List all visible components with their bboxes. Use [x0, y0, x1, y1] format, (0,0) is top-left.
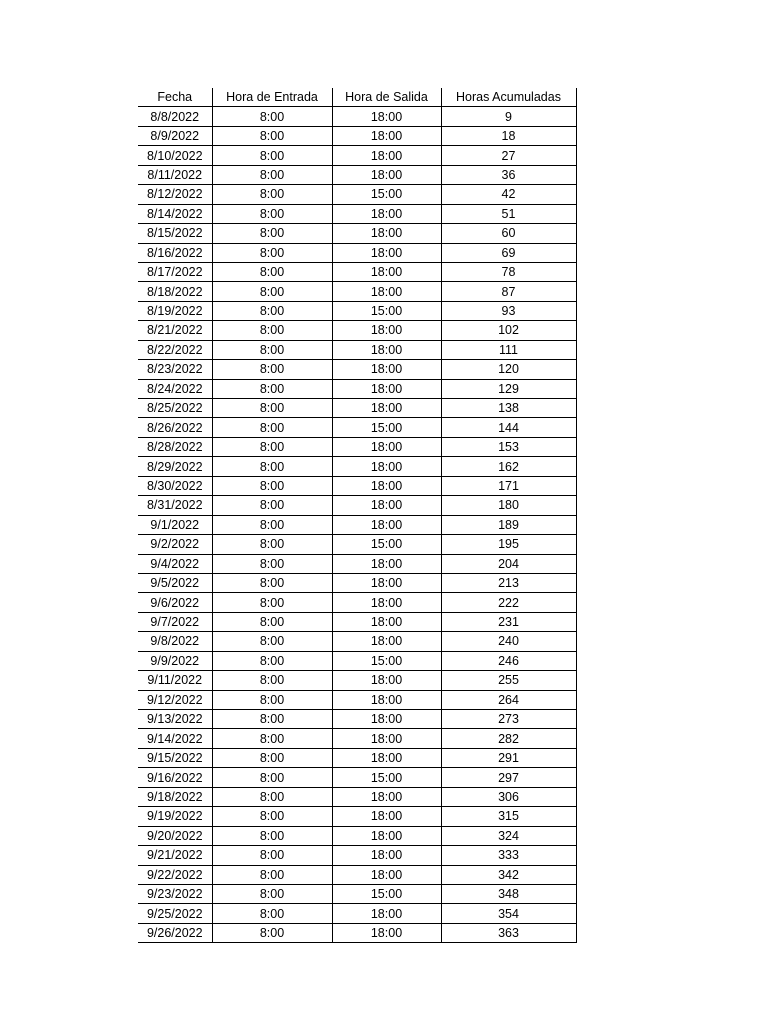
cell-hora-de-entrada: 8:00	[212, 787, 332, 806]
table-row	[138, 710, 576, 729]
cell-hora-de-salida: 18:00	[332, 612, 441, 631]
table-row	[138, 107, 576, 126]
cell-hora-de-entrada: 8:00	[212, 535, 332, 554]
cell-fecha: 9/26/2022	[138, 923, 212, 942]
cell-fecha: 9/12/2022	[138, 690, 212, 709]
cell-horas-acumuladas: 189	[441, 515, 576, 534]
cell-hora-de-entrada: 8:00	[212, 884, 332, 903]
cell-hora-de-entrada: 8:00	[212, 710, 332, 729]
table-row	[138, 923, 576, 942]
cell-horas-acumuladas: 102	[441, 321, 576, 340]
table-row	[138, 399, 576, 418]
cell-hora-de-entrada: 8:00	[212, 360, 332, 379]
cell-fecha: 8/8/2022	[138, 107, 212, 126]
cell-horas-acumuladas: 315	[441, 807, 576, 826]
table-row	[138, 768, 576, 787]
table-row	[138, 787, 576, 806]
cell-hora-de-salida: 18:00	[332, 437, 441, 456]
table-row	[138, 807, 576, 826]
table-row	[138, 204, 576, 223]
cell-fecha: 9/2/2022	[138, 535, 212, 554]
cell-hora-de-entrada: 8:00	[212, 126, 332, 145]
cell-horas-acumuladas: 51	[441, 204, 576, 223]
cell-hora-de-salida: 18:00	[332, 282, 441, 301]
cell-hora-de-salida: 18:00	[332, 846, 441, 865]
cell-horas-acumuladas: 213	[441, 573, 576, 592]
cell-horas-acumuladas: 129	[441, 379, 576, 398]
table-row	[138, 671, 576, 690]
table-row	[138, 340, 576, 359]
cell-fecha: 9/22/2022	[138, 865, 212, 884]
table-row	[138, 379, 576, 398]
cell-hora-de-salida: 18:00	[332, 379, 441, 398]
cell-hora-de-entrada: 8:00	[212, 204, 332, 223]
table-row	[138, 282, 576, 301]
table-row	[138, 243, 576, 262]
table-row	[138, 224, 576, 243]
cell-hora-de-salida: 18:00	[332, 554, 441, 573]
cell-horas-acumuladas: 306	[441, 787, 576, 806]
cell-fecha: 8/9/2022	[138, 126, 212, 145]
cell-hora-de-salida: 18:00	[332, 904, 441, 923]
table-row	[138, 846, 576, 865]
table-row	[138, 321, 576, 340]
cell-fecha: 8/12/2022	[138, 185, 212, 204]
cell-horas-acumuladas: 264	[441, 690, 576, 709]
cell-hora-de-entrada: 8:00	[212, 418, 332, 437]
cell-fecha: 9/23/2022	[138, 884, 212, 903]
cell-fecha: 9/5/2022	[138, 573, 212, 592]
cell-horas-acumuladas: 78	[441, 262, 576, 281]
cell-hora-de-salida: 18:00	[332, 224, 441, 243]
cell-horas-acumuladas: 120	[441, 360, 576, 379]
cell-horas-acumuladas: 93	[441, 301, 576, 320]
cell-fecha: 9/9/2022	[138, 651, 212, 670]
cell-horas-acumuladas: 162	[441, 457, 576, 476]
table-row	[138, 146, 576, 165]
header-fecha: Fecha	[138, 88, 212, 107]
cell-hora-de-entrada: 8:00	[212, 904, 332, 923]
cell-hora-de-salida: 15:00	[332, 418, 441, 437]
cell-horas-acumuladas: 144	[441, 418, 576, 437]
cell-hora-de-entrada: 8:00	[212, 593, 332, 612]
cell-hora-de-salida: 18:00	[332, 340, 441, 359]
cell-hora-de-entrada: 8:00	[212, 437, 332, 456]
cell-horas-acumuladas: 222	[441, 593, 576, 612]
cell-hora-de-entrada: 8:00	[212, 573, 332, 592]
cell-horas-acumuladas: 27	[441, 146, 576, 165]
cell-hora-de-entrada: 8:00	[212, 826, 332, 845]
cell-hora-de-entrada: 8:00	[212, 476, 332, 495]
cell-fecha: 8/23/2022	[138, 360, 212, 379]
cell-hora-de-salida: 18:00	[332, 243, 441, 262]
cell-fecha: 9/15/2022	[138, 748, 212, 767]
cell-horas-acumuladas: 42	[441, 185, 576, 204]
cell-hora-de-salida: 18:00	[332, 787, 441, 806]
cell-hora-de-salida: 18:00	[332, 126, 441, 145]
cell-hora-de-entrada: 8:00	[212, 107, 332, 126]
cell-hora-de-salida: 18:00	[332, 748, 441, 767]
cell-hora-de-salida: 18:00	[332, 165, 441, 184]
cell-hora-de-entrada: 8:00	[212, 301, 332, 320]
cell-horas-acumuladas: 111	[441, 340, 576, 359]
cell-horas-acumuladas: 171	[441, 476, 576, 495]
table-row	[138, 476, 576, 495]
cell-hora-de-entrada: 8:00	[212, 146, 332, 165]
cell-fecha: 9/18/2022	[138, 787, 212, 806]
cell-fecha: 8/17/2022	[138, 262, 212, 281]
cell-hora-de-salida: 18:00	[332, 632, 441, 651]
cell-fecha: 8/28/2022	[138, 437, 212, 456]
cell-hora-de-salida: 18:00	[332, 710, 441, 729]
cell-hora-de-entrada: 8:00	[212, 846, 332, 865]
cell-fecha: 8/19/2022	[138, 301, 212, 320]
cell-horas-acumuladas: 348	[441, 884, 576, 903]
table-header	[138, 88, 576, 107]
cell-fecha: 9/6/2022	[138, 593, 212, 612]
cell-fecha: 9/13/2022	[138, 710, 212, 729]
cell-hora-de-salida: 18:00	[332, 826, 441, 845]
cell-hora-de-entrada: 8:00	[212, 612, 332, 631]
cell-fecha: 8/26/2022	[138, 418, 212, 437]
cell-hora-de-salida: 18:00	[332, 865, 441, 884]
cell-hora-de-entrada: 8:00	[212, 690, 332, 709]
cell-hora-de-entrada: 8:00	[212, 515, 332, 534]
cell-hora-de-entrada: 8:00	[212, 632, 332, 651]
cell-fecha: 8/16/2022	[138, 243, 212, 262]
cell-fecha: 9/25/2022	[138, 904, 212, 923]
cell-hora-de-salida: 18:00	[332, 593, 441, 612]
cell-hora-de-entrada: 8:00	[212, 554, 332, 573]
cell-horas-acumuladas: 60	[441, 224, 576, 243]
cell-hora-de-entrada: 8:00	[212, 923, 332, 942]
cell-hora-de-entrada: 8:00	[212, 865, 332, 884]
cell-hora-de-salida: 18:00	[332, 690, 441, 709]
cell-horas-acumuladas: 138	[441, 399, 576, 418]
cell-hora-de-entrada: 8:00	[212, 671, 332, 690]
cell-fecha: 8/11/2022	[138, 165, 212, 184]
cell-fecha: 9/8/2022	[138, 632, 212, 651]
cell-horas-acumuladas: 240	[441, 632, 576, 651]
cell-hora-de-salida: 18:00	[332, 671, 441, 690]
cell-horas-acumuladas: 246	[441, 651, 576, 670]
cell-fecha: 8/18/2022	[138, 282, 212, 301]
cell-horas-acumuladas: 195	[441, 535, 576, 554]
cell-fecha: 9/11/2022	[138, 671, 212, 690]
cell-hora-de-salida: 18:00	[332, 515, 441, 534]
cell-hora-de-entrada: 8:00	[212, 185, 332, 204]
cell-fecha: 8/31/2022	[138, 496, 212, 515]
cell-hora-de-salida: 15:00	[332, 768, 441, 787]
cell-hora-de-salida: 18:00	[332, 321, 441, 340]
cell-fecha: 9/20/2022	[138, 826, 212, 845]
cell-hora-de-entrada: 8:00	[212, 399, 332, 418]
table-row	[138, 535, 576, 554]
table-row	[138, 573, 576, 592]
cell-hora-de-entrada: 8:00	[212, 243, 332, 262]
cell-fecha: 9/21/2022	[138, 846, 212, 865]
cell-fecha: 9/1/2022	[138, 515, 212, 534]
cell-hora-de-salida: 18:00	[332, 107, 441, 126]
cell-hora-de-entrada: 8:00	[212, 321, 332, 340]
header-row	[138, 88, 576, 107]
cell-hora-de-salida: 18:00	[332, 923, 441, 942]
table-row	[138, 165, 576, 184]
table-row	[138, 651, 576, 670]
cell-horas-acumuladas: 36	[441, 165, 576, 184]
cell-fecha: 9/16/2022	[138, 768, 212, 787]
cell-horas-acumuladas: 9	[441, 107, 576, 126]
cell-hora-de-entrada: 8:00	[212, 379, 332, 398]
cell-fecha: 9/4/2022	[138, 554, 212, 573]
cell-horas-acumuladas: 153	[441, 437, 576, 456]
table-row	[138, 457, 576, 476]
cell-hora-de-salida: 18:00	[332, 729, 441, 748]
cell-fecha: 8/24/2022	[138, 379, 212, 398]
cell-hora-de-salida: 18:00	[332, 399, 441, 418]
cell-fecha: 9/14/2022	[138, 729, 212, 748]
table-row	[138, 360, 576, 379]
cell-hora-de-salida: 18:00	[332, 204, 441, 223]
table-row	[138, 612, 576, 631]
table-row	[138, 593, 576, 612]
cell-horas-acumuladas: 87	[441, 282, 576, 301]
cell-hora-de-salida: 15:00	[332, 301, 441, 320]
cell-hora-de-salida: 18:00	[332, 476, 441, 495]
cell-fecha: 8/15/2022	[138, 224, 212, 243]
cell-hora-de-entrada: 8:00	[212, 748, 332, 767]
table-row	[138, 262, 576, 281]
cell-horas-acumuladas: 18	[441, 126, 576, 145]
table-row	[138, 126, 576, 145]
table-row	[138, 185, 576, 204]
table-row	[138, 632, 576, 651]
cell-hora-de-salida: 15:00	[332, 884, 441, 903]
table-row	[138, 554, 576, 573]
cell-horas-acumuladas: 282	[441, 729, 576, 748]
table-row	[138, 729, 576, 748]
cell-hora-de-entrada: 8:00	[212, 340, 332, 359]
cell-hora-de-entrada: 8:00	[212, 457, 332, 476]
cell-fecha: 8/21/2022	[138, 321, 212, 340]
cell-hora-de-salida: 18:00	[332, 807, 441, 826]
cell-fecha: 9/19/2022	[138, 807, 212, 826]
cell-hora-de-salida: 18:00	[332, 457, 441, 476]
table-row	[138, 865, 576, 884]
cell-hora-de-salida: 15:00	[332, 535, 441, 554]
cell-horas-acumuladas: 204	[441, 554, 576, 573]
cell-horas-acumuladas: 333	[441, 846, 576, 865]
table-row	[138, 496, 576, 515]
cell-hora-de-salida: 15:00	[332, 185, 441, 204]
cell-hora-de-salida: 18:00	[332, 496, 441, 515]
cell-horas-acumuladas: 69	[441, 243, 576, 262]
table-row	[138, 437, 576, 456]
hours-table	[138, 88, 577, 943]
cell-horas-acumuladas: 363	[441, 923, 576, 942]
cell-hora-de-salida: 18:00	[332, 262, 441, 281]
table-row	[138, 826, 576, 845]
cell-horas-acumuladas: 342	[441, 865, 576, 884]
cell-hora-de-salida: 18:00	[332, 573, 441, 592]
cell-fecha: 8/14/2022	[138, 204, 212, 223]
cell-hora-de-salida: 18:00	[332, 360, 441, 379]
header-hora-de-salida: Hora de Salida	[332, 88, 441, 107]
cell-hora-de-entrada: 8:00	[212, 165, 332, 184]
table-body	[138, 107, 576, 943]
cell-fecha: 8/25/2022	[138, 399, 212, 418]
cell-hora-de-entrada: 8:00	[212, 729, 332, 748]
table-row	[138, 418, 576, 437]
cell-horas-acumuladas: 273	[441, 710, 576, 729]
cell-horas-acumuladas: 354	[441, 904, 576, 923]
header-hora-de-entrada: Hora de Entrada	[212, 88, 332, 107]
cell-hora-de-entrada: 8:00	[212, 768, 332, 787]
cell-hora-de-entrada: 8:00	[212, 262, 332, 281]
cell-hora-de-entrada: 8:00	[212, 651, 332, 670]
cell-hora-de-salida: 15:00	[332, 651, 441, 670]
cell-horas-acumuladas: 231	[441, 612, 576, 631]
cell-fecha: 8/22/2022	[138, 340, 212, 359]
table-row	[138, 884, 576, 903]
cell-hora-de-entrada: 8:00	[212, 807, 332, 826]
cell-horas-acumuladas: 297	[441, 768, 576, 787]
cell-fecha: 8/30/2022	[138, 476, 212, 495]
table-row	[138, 904, 576, 923]
table-row	[138, 748, 576, 767]
cell-hora-de-entrada: 8:00	[212, 282, 332, 301]
cell-fecha: 9/7/2022	[138, 612, 212, 631]
header-horas-acumuladas: Horas Acumuladas	[441, 88, 576, 107]
cell-hora-de-entrada: 8:00	[212, 224, 332, 243]
cell-hora-de-entrada: 8:00	[212, 496, 332, 515]
cell-horas-acumuladas: 324	[441, 826, 576, 845]
cell-horas-acumuladas: 255	[441, 671, 576, 690]
cell-fecha: 8/29/2022	[138, 457, 212, 476]
table-row	[138, 515, 576, 534]
cell-hora-de-salida: 18:00	[332, 146, 441, 165]
cell-horas-acumuladas: 291	[441, 748, 576, 767]
cell-fecha: 8/10/2022	[138, 146, 212, 165]
table-row	[138, 301, 576, 320]
cell-horas-acumuladas: 180	[441, 496, 576, 515]
table-row	[138, 690, 576, 709]
